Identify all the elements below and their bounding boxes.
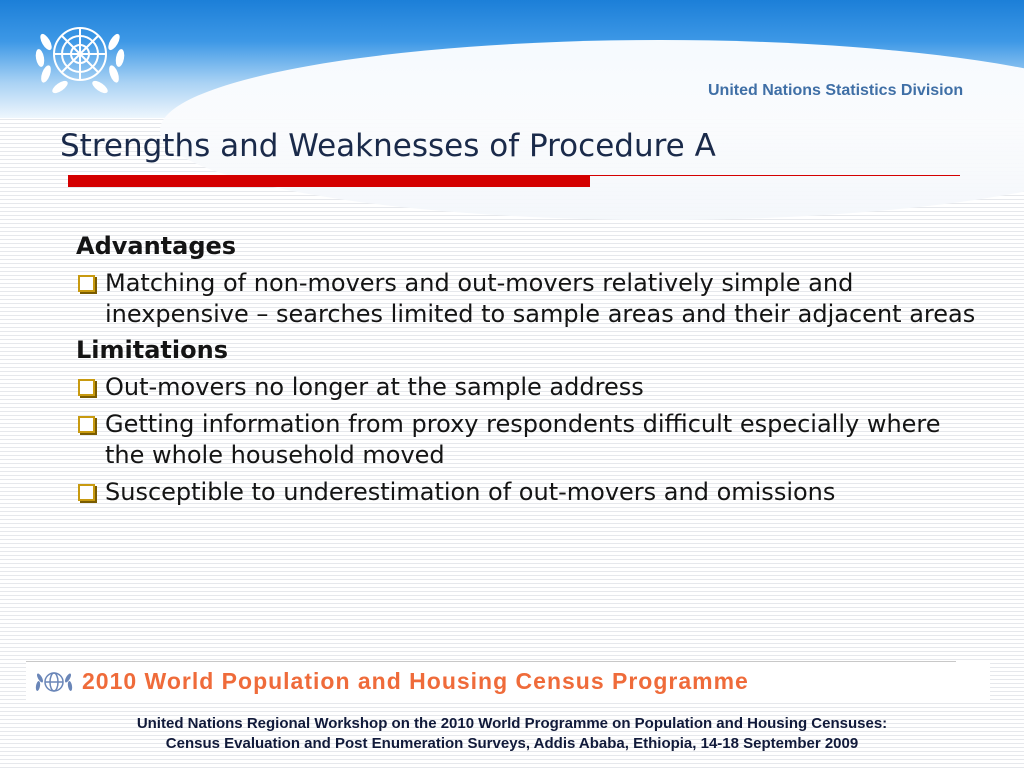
- list-item-text: Susceptible to underestimation of out-movers and omissions: [105, 478, 836, 506]
- footer-line-1: United Nations Regional Workshop on the 2010 World Programme on Population and Housing Censuses:: [136, 715, 888, 732]
- slide-header: [0, 0, 1024, 118]
- banner-text: 2010 World Population and Housing Census Programme: [82, 668, 749, 694]
- division-name: United Nations Statistics Division: [708, 82, 964, 99]
- list-item-text: Getting information from proxy respondents difficult especially where the whole household moved: [105, 410, 941, 469]
- checkbox-bullet-icon: [78, 275, 95, 292]
- title-underline-line: [590, 175, 960, 176]
- checkbox-bullet-icon: [78, 379, 95, 396]
- checkbox-bullet-icon: [78, 484, 95, 501]
- checkbox-bullet-icon: [78, 416, 95, 433]
- list-item-text: Matching of non-movers and out-movers relatively simple and inexpensive – searches limited to sample areas and their adjacent areas: [105, 269, 976, 328]
- section-heading-advantages: Advantages: [76, 232, 237, 260]
- census-programme-banner: [26, 663, 990, 703]
- footer-text: [0, 714, 1024, 754]
- list-item: [76, 409, 976, 471]
- list-item-text: Out-movers no longer at the sample address: [105, 373, 644, 401]
- banner-divider: [26, 661, 956, 662]
- un-emblem-icon: [28, 12, 132, 100]
- slide-content: [76, 232, 976, 514]
- slide-title: Strengths and Weaknesses of Procedure A: [60, 128, 716, 164]
- list-item: [76, 268, 976, 330]
- list-item: [76, 372, 976, 403]
- census-programme-logo-icon: [34, 669, 78, 695]
- footer-line-2: Census Evaluation and Post Enumeration Surveys, Addis Ababa, Ethiopia, 14-18 September 2009: [165, 735, 859, 752]
- section-heading-limitations: Limitations: [76, 336, 228, 364]
- list-item: [76, 477, 976, 508]
- title-underline-bar: [68, 175, 590, 187]
